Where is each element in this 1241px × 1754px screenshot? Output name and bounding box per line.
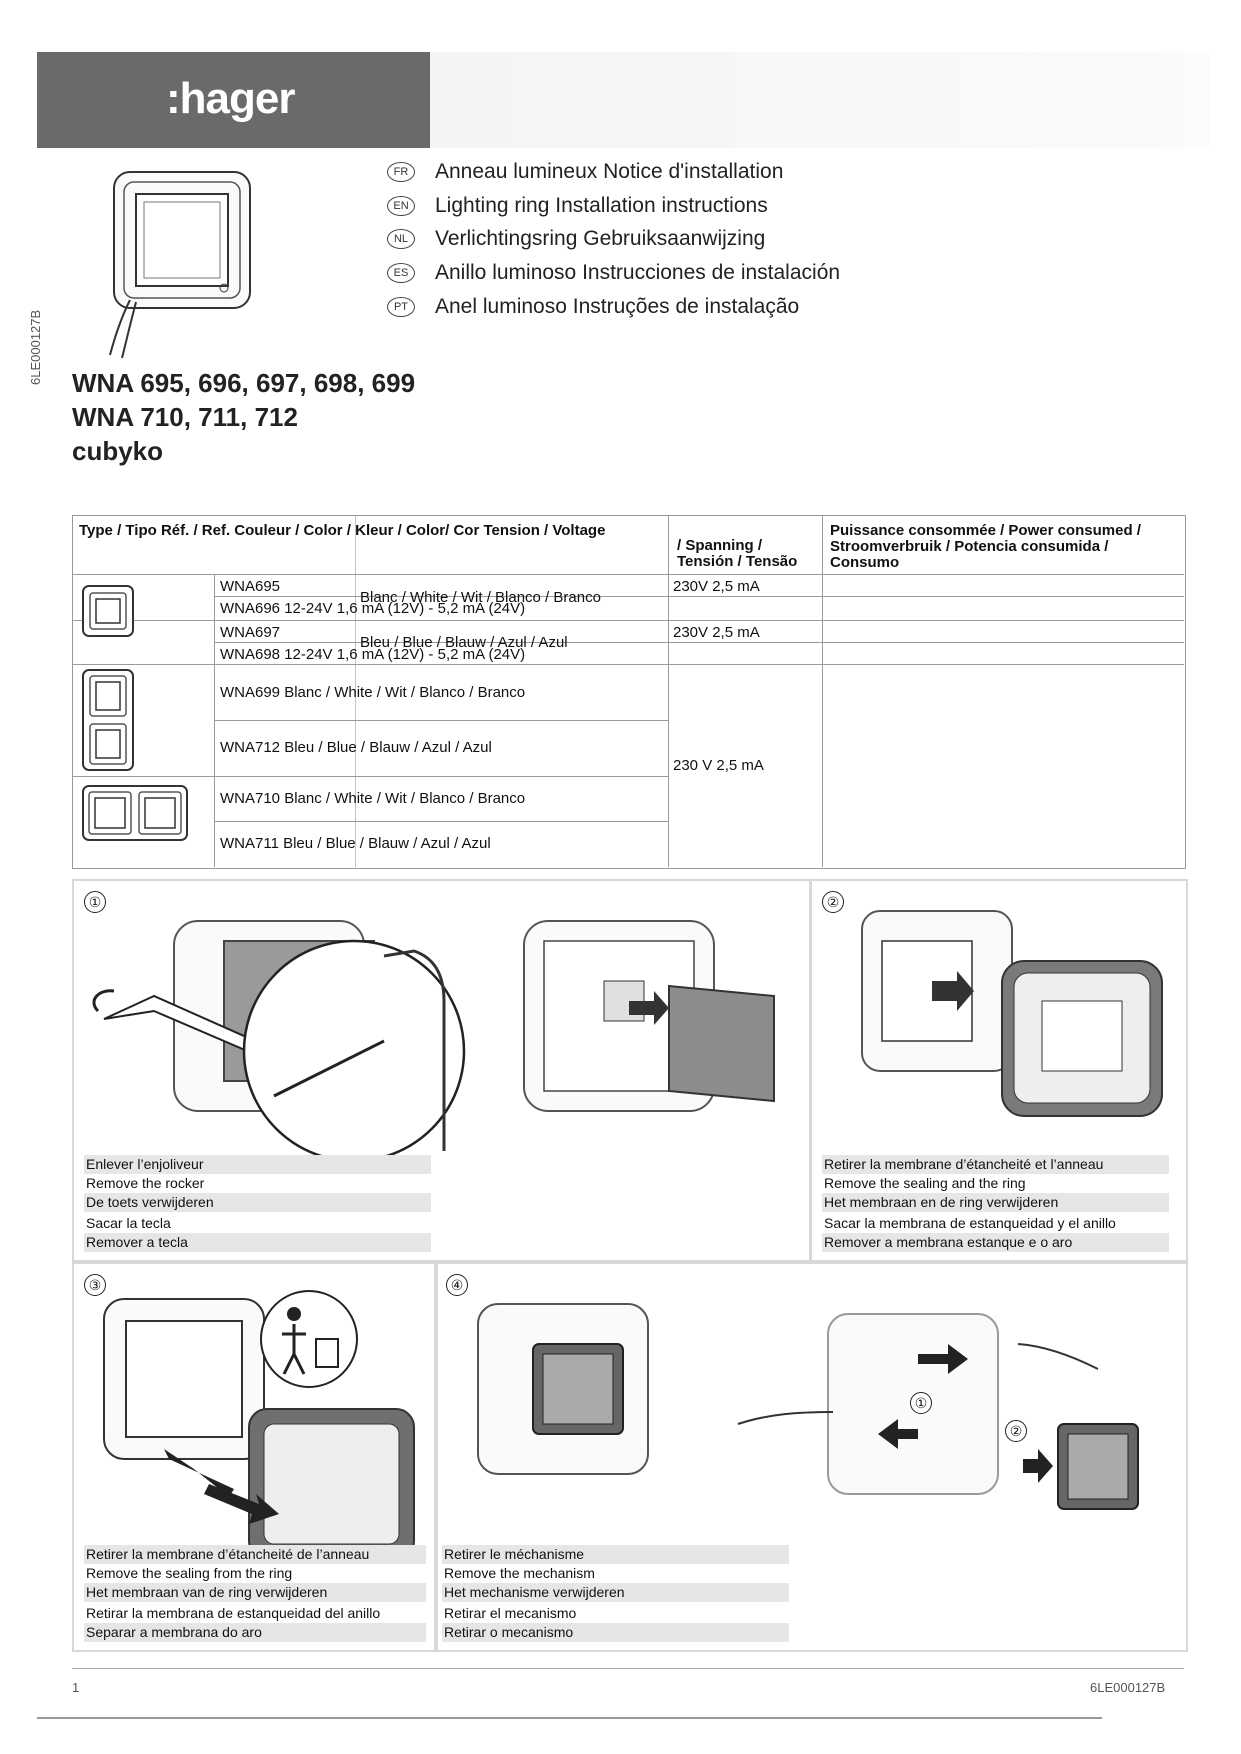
- header-voltage: / Spanning / Tensión / Tensão: [677, 537, 798, 570]
- ref-wna712: WNA712 Bleu / Blue / Blauw / Azul / Azul: [220, 739, 492, 756]
- step-1-caption-nl: De toets verwijderen: [84, 1193, 431, 1212]
- step-1-number: ①: [84, 891, 106, 913]
- step-4-caption-nl: Het mechanisme verwijderen: [442, 1583, 789, 1602]
- model-list-3: cubyko: [72, 436, 164, 466]
- voltage-wna697: 230V 2,5 mA: [673, 624, 760, 641]
- step-3-caption-es: Retirar la membrana de estanqueidad del anillo: [86, 1605, 381, 1621]
- ref-wna695: WNA695: [220, 578, 281, 595]
- hager-logo: :hager: [166, 74, 295, 123]
- step-3-caption-fr: Retirer la membrane d’étancheité de l’anneau: [84, 1545, 426, 1564]
- bottom-divider: [37, 1717, 1102, 1719]
- language-es: [387, 256, 840, 290]
- step-4-caption-pt: Retirar o mecanismo: [442, 1623, 789, 1642]
- title-fr: Anneau lumineux Notice d'installation: [435, 160, 784, 183]
- remove-rocker-illustration: [84, 901, 804, 1171]
- step-3-panel: [72, 1262, 436, 1652]
- color-wna697: Bleu / Blue / Blauw / Azul / Azul: [360, 634, 568, 651]
- lang-code-fr: FR: [387, 162, 415, 182]
- ref-wna710: WNA710 Blanc / White / Wit / Blanco / Branco: [220, 790, 526, 807]
- step-1-caption-fr: Enlever l’enjoliveur: [84, 1155, 431, 1174]
- voltage-shared: 230 V 2,5 mA: [673, 757, 764, 774]
- step-1-caption-en: Remove the rocker: [86, 1175, 205, 1191]
- model-list-2: WNA 710, 711, 712: [72, 402, 298, 432]
- page-number: 1: [72, 1680, 80, 1695]
- ref-wna711: WNA711 Bleu / Blue / Blauw / Azul / Azul: [220, 835, 491, 852]
- step-3-caption-nl: Het membraan van de ring verwijderen: [84, 1583, 426, 1602]
- double-vertical-ring-icon: [81, 668, 137, 774]
- step-4-caption-fr: Retirer le méchanisme: [442, 1545, 789, 1564]
- step-4-sub-marker-2: ②: [1005, 1420, 1027, 1442]
- ref-wna698: WNA698 12-24V 1,6 mA (12V) - 5,2 mA (24V): [220, 646, 526, 663]
- title-nl: Verlichtingsring Gebruiksaanwijzing: [435, 227, 766, 250]
- step-1-caption-es: Sacar la tecla: [86, 1215, 171, 1231]
- language-pt: [387, 290, 799, 324]
- single-ring-icon: [81, 580, 137, 660]
- ref-wna697: WNA697: [220, 624, 281, 641]
- document-code-vertical: 6LE000127B: [28, 309, 43, 385]
- step-4-panel: [436, 1262, 1188, 1652]
- step-2-caption-fr: Retirer la membrane d’étancheité et l’anneau: [822, 1155, 1169, 1174]
- step-2-caption-es: Sacar la membrana de estanqueidad y el anillo: [824, 1215, 1116, 1231]
- lang-code-en: EN: [387, 196, 415, 216]
- step-3-caption-pt: Separar a membrana do aro: [84, 1623, 426, 1642]
- remove-mechanism-illustration: [458, 1284, 1178, 1554]
- title-pt: Anel luminoso Instruções de instalação: [435, 295, 800, 318]
- step-3-number: ③: [84, 1274, 106, 1296]
- language-nl: [387, 222, 765, 256]
- step-2-caption-en: Remove the sealing and the ring: [824, 1175, 1026, 1191]
- header-power: Puissance consommée / Power consumed / Stroomverbruik / Potencia consumida / Consumo: [830, 522, 1141, 571]
- step-2-caption-pt: Remover a membrana estanque e o aro: [822, 1233, 1169, 1252]
- step-1-panel: [72, 879, 811, 1262]
- step-1-caption-pt: Remover a tecla: [84, 1233, 431, 1252]
- ref-wna696: WNA696 12-24V 1,6 mA (12V) - 5,2 mA (24V): [220, 600, 526, 617]
- language-fr: [387, 155, 783, 189]
- language-en: [387, 189, 768, 223]
- step-4-caption-es: Retirar el mecanismo: [444, 1605, 577, 1621]
- voltage-wna695: 230V 2,5 mA: [673, 578, 760, 595]
- step-2-caption-nl: Het membraan en de ring verwijderen: [822, 1193, 1169, 1212]
- separate-membrane-illustration: [84, 1284, 429, 1554]
- lang-code-nl: NL: [387, 229, 415, 249]
- remove-sealing-ring-illustration: [822, 901, 1182, 1151]
- lighting-ring-product-image: [100, 160, 270, 360]
- double-horizontal-ring-icon: [81, 784, 191, 844]
- title-en: Lighting ring Installation instructions: [435, 194, 768, 217]
- header-band: [430, 52, 1210, 148]
- footer-divider: [72, 1668, 1184, 1669]
- step-2-panel: [810, 879, 1188, 1262]
- footer-document-code: 6LE000127B: [1090, 1680, 1166, 1695]
- ref-wna699: WNA699 Blanc / White / Wit / Blanco / Branco: [220, 684, 526, 701]
- step-4-caption-en: Remove the mechanism: [444, 1565, 595, 1581]
- specification-table: [72, 515, 1186, 869]
- title-es: Anillo luminoso Instrucciones de instalación: [435, 261, 841, 284]
- step-4-number: ④: [446, 1274, 468, 1296]
- step-4-sub-marker-1: ①: [910, 1392, 932, 1414]
- header-type-ref-color: Type / Tipo Réf. / Ref. Couleur / Color / Kleur / Color/ Cor Tension / Voltage: [79, 522, 606, 539]
- model-list-1: WNA 695, 696, 697, 698, 699: [72, 368, 416, 398]
- color-wna695: Blanc / White / Wit / Blanco / Branco: [360, 589, 601, 606]
- lang-code-es: ES: [387, 263, 415, 283]
- lang-code-pt: PT: [387, 297, 415, 317]
- step-3-caption-en: Remove the sealing from the ring: [86, 1565, 293, 1581]
- step-2-number: ②: [822, 891, 844, 913]
